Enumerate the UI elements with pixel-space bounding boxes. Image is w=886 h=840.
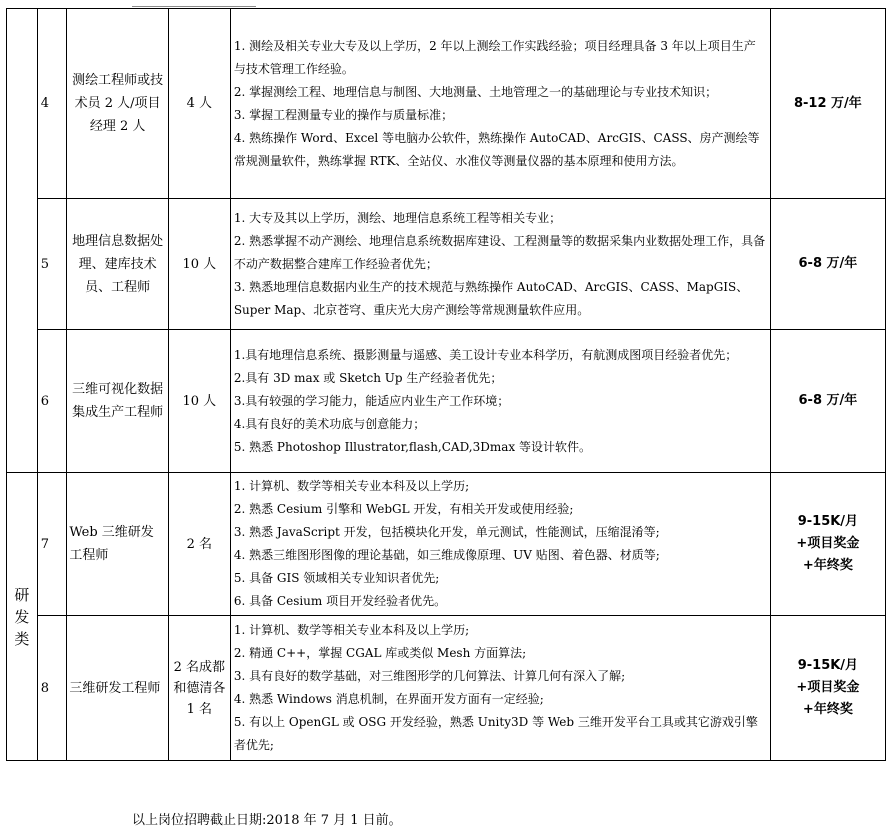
- requirement-item: 6. 具备 Cesium 项目开发经验者优先。: [233, 594, 447, 608]
- requirement-item: 2. 掌握测绘工程、地理信息与制图、大地测量、土地管理之一的基础理论与专业技术知识；: [233, 84, 718, 99]
- salary-line: 6-8 万/年: [798, 256, 858, 271]
- salary: [770, 473, 885, 616]
- table-row: [7, 330, 886, 473]
- deadline-note: 以上岗位招聘截止日期:2018 年 7 月 1 日前。: [132, 813, 402, 828]
- position-title: 三维可视化数据集成生产工程师: [67, 330, 168, 473]
- requirements: [230, 330, 770, 473]
- row-number: 7: [37, 473, 67, 616]
- requirement-item: 2.具有 3D max 或 Sketch Up 生产经验者优先；: [233, 370, 503, 385]
- requirement-item: 3. 熟悉地理信息数据内业生产的技术规范与熟练操作 AutoCAD、ArcGIS、CASS、MapGIS、Super Map、北京苍穹、重庆光大房产测绘等常规测量软件应用。: [233, 279, 749, 317]
- headcount: 4 人: [168, 9, 230, 199]
- requirements: [230, 199, 770, 330]
- requirement-item: 3.具有较强的学习能力，能适应内业生产工作环境；: [233, 393, 510, 408]
- category-label: 研发类: [14, 585, 30, 648]
- row-number: 6: [37, 330, 67, 473]
- salary-line: +项目奖金: [796, 536, 860, 551]
- position-title: 测绘工程师或技术员 2 人/项目经理 2 人: [67, 9, 168, 199]
- requirements: [230, 473, 770, 616]
- requirement-item: 5. 有以上 OpenGL 或 OSG 开发经验，熟悉 Unity3D 等 Web 三维开发平台工具或其它游戏引擎者优先;: [233, 715, 758, 752]
- requirement-item: 3. 掌握工程测量专业的操作与质量标准；: [233, 107, 454, 122]
- salary: [770, 616, 885, 761]
- position-title: Web 三维研发工程师: [67, 473, 168, 616]
- table-row: [7, 616, 886, 761]
- position-title: 三维研发工程师: [67, 616, 168, 761]
- requirement-item: 1.具有地理信息系统、摄影测量与遥感、美工设计专业本科学历，有航测成图项目经验者优先；: [233, 347, 738, 362]
- requirement-item: 1. 计算机、数学等相关专业本科及以上学历;: [233, 479, 470, 493]
- table-row: [7, 199, 886, 330]
- row-number: 8: [37, 616, 67, 761]
- row-number: 5: [37, 199, 67, 330]
- requirement-item: 4.具有良好的美术功底与创意能力；: [233, 416, 426, 431]
- table-row: [7, 9, 886, 199]
- headcount: 2 名: [168, 473, 230, 616]
- requirement-item: 2. 熟悉掌握不动产测绘、地理信息系统数据库建设、工程测量等的数据采集内业数据处理工作，具备不动产数据整合建库工作经验者优先；: [233, 233, 766, 271]
- requirement-item: 1. 计算机、数学等相关专业本科及以上学历;: [233, 623, 470, 637]
- category-cell: [7, 473, 38, 761]
- category-cell-blank: [7, 9, 38, 473]
- requirement-item: 5. 熟悉 Photoshop Illustrator,flash,CAD,3Dmax 等设计软件。: [233, 439, 591, 454]
- requirements: [230, 9, 770, 199]
- salary-line: 9-15K/月: [797, 658, 859, 673]
- table-row: [7, 473, 886, 616]
- requirement-item: 5. 具备 GIS 领域相关专业知识者优先;: [233, 571, 440, 585]
- headcount: 10 人: [168, 199, 230, 330]
- requirement-item: 2. 精通 C++，掌握 CGAL 库或类似 Mesh 方面算法;: [233, 646, 527, 660]
- requirement-item: 1. 测绘及相关专业大专及以上学历，2 年以上测绘工作实践经验；项目经理具备 3 年以上项目生产与技术管理工作经验。: [233, 38, 756, 76]
- headcount: 2 名成都和德清各 1 名: [168, 616, 230, 761]
- row-number: 4: [37, 9, 67, 199]
- requirement-item: 4. 熟练操作 Word、Excel 等电脑办公软件，熟练操作 AutoCAD、ArcGIS、CASS、房产测绘等常规测量软件，熟练掌握 RTK、全站仪、水准仪等测量仪器的基本原理和使用方法。: [233, 130, 760, 168]
- salary: [770, 199, 885, 330]
- requirement-item: 3. 具有良好的数学基础，对三维图形学的几何算法、计算几何有深入了解;: [233, 669, 626, 683]
- requirements: [230, 616, 770, 761]
- salary-line: +年终奖: [802, 702, 853, 717]
- headcount: 10 人: [168, 330, 230, 473]
- requirement-item: 3. 熟悉 JavaScript 开发，包括模块化开发，单元测试，性能测试，压缩混淆等;: [233, 525, 660, 539]
- salary-line: 6-8 万/年: [798, 393, 858, 408]
- salary-line: 8-12 万/年: [793, 95, 862, 111]
- position-title: 地理信息数据处理、建库技术员、工程师: [67, 199, 168, 330]
- salary: [770, 9, 885, 199]
- job-table: [6, 8, 886, 761]
- salary-line: +年终奖: [802, 558, 853, 573]
- requirement-item: 1. 大专及其以上学历，测绘、地理信息系统工程等相关专业；: [233, 210, 562, 225]
- salary: [770, 330, 885, 473]
- requirement-item: 2. 熟悉 Cesium 引擎和 WebGL 开发，有相关开发或使用经验;: [233, 502, 574, 516]
- requirement-item: 4. 熟悉 Windows 消息机制，在界面开发方面有一定经验;: [233, 692, 544, 706]
- requirement-item: 4. 熟悉三维图形图像的理论基础，如三维成像原理、UV 贴图、着色器、材质等;: [233, 548, 660, 562]
- salary-line: +项目奖金: [796, 680, 860, 695]
- salary-line: 9-15K/月: [797, 514, 859, 529]
- top-rule: [132, 6, 256, 7]
